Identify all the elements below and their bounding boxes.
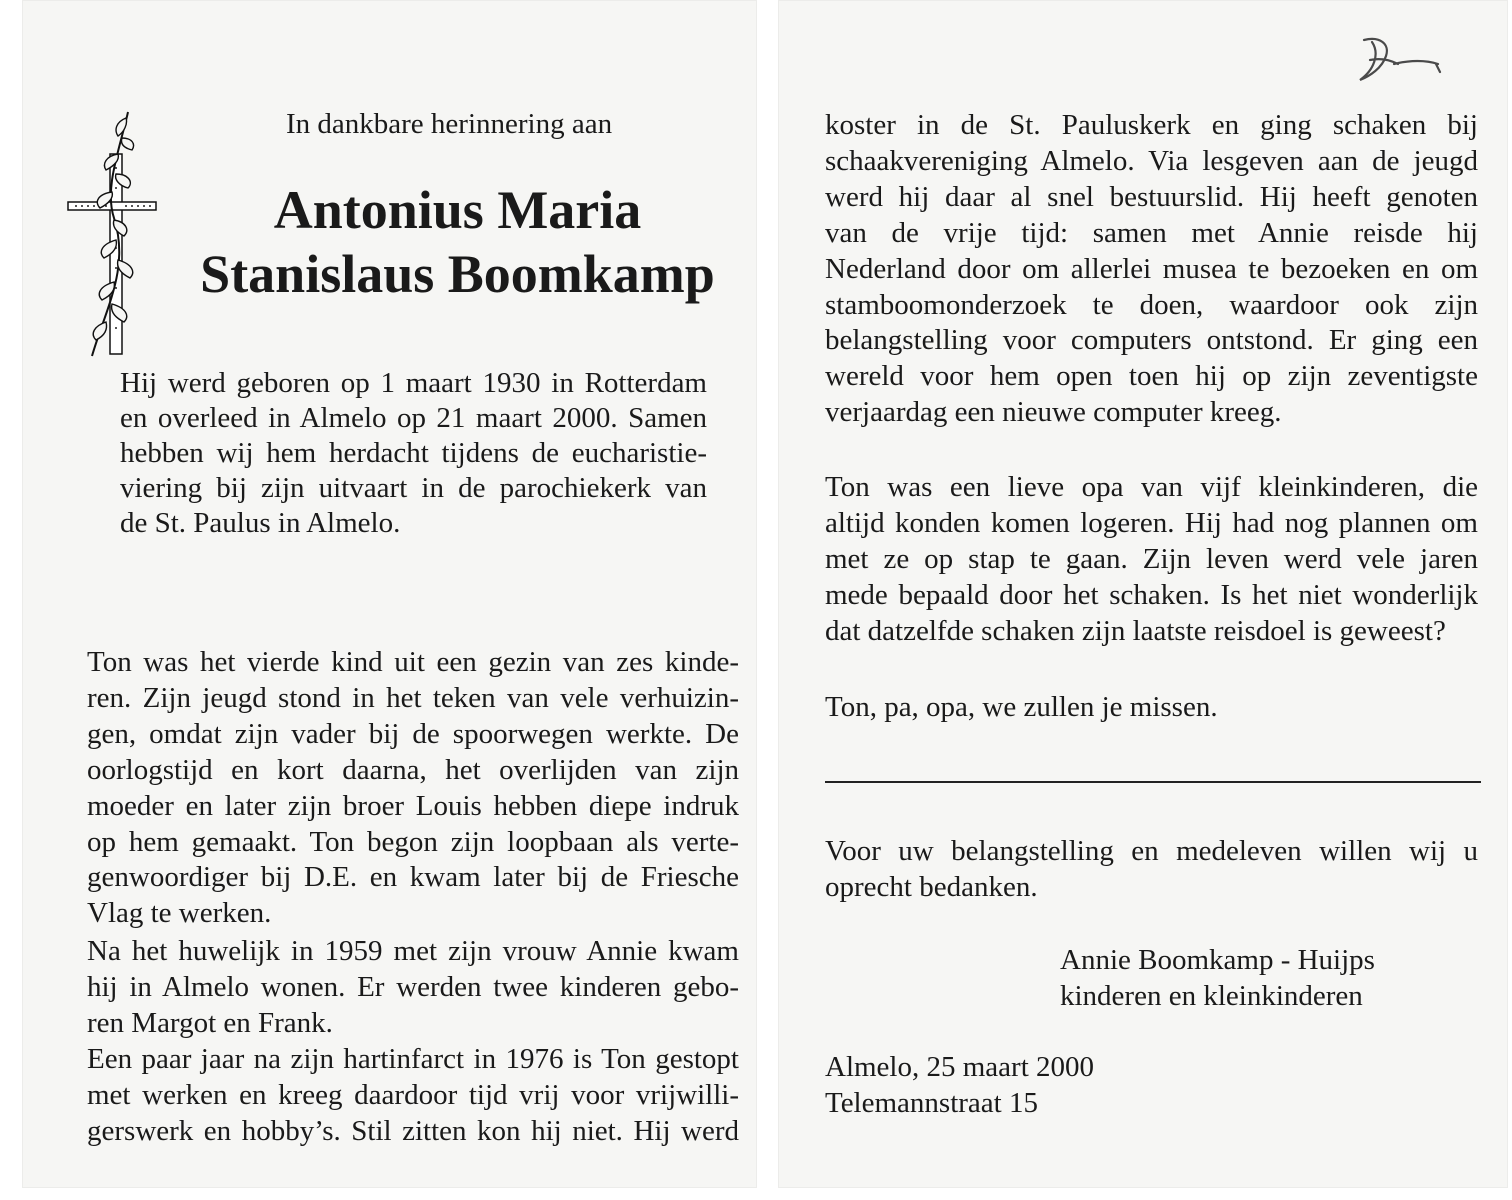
thanks-paragraph: [825, 834, 1478, 906]
text-line: gen, omdat zijn vader bij de spoorwegen werkte. De: [87, 717, 739, 750]
text-line: wereld voor hem open toen hij op zijn zeventigste: [825, 360, 1478, 393]
text-line: ren Margot en Frank.: [87, 1006, 333, 1039]
place-date: Almelo, 25 maart 2000: [825, 1051, 1095, 1083]
deceased-name-line-2: Stanislaus Boomkamp: [200, 244, 715, 304]
text-line: werd hij daar al snel bestuurslid. Hij heeft genoten: [825, 180, 1478, 213]
text-line: van de vrije tijd: samen met Annie reisde hij: [825, 216, 1478, 249]
text-line: Na het huwelijk in 1959 met zijn vrouw Annie kwam: [87, 935, 739, 967]
text-line: hij in Almelo wonen. Er werden twee kinderen gebo-: [87, 970, 739, 1003]
deceased-name: [160, 178, 755, 306]
text-line: oorlogstijd en kort daarna, het overlijden van zijn: [87, 753, 739, 786]
text-line: met werken en kreeg daardoor tijd vrij voor vrijwilli-: [87, 1078, 739, 1111]
divider-line: [825, 781, 1481, 783]
text-line: verjaardag een nieuwe computer kreeg.: [825, 396, 1282, 429]
signature-block: [1060, 942, 1375, 1014]
text-line: oprecht bedanken.: [825, 870, 1038, 903]
text-line: de St. Paulus in Almelo.: [120, 507, 401, 539]
text-line: Hij werd geboren op 1 maart 1930 in Rotterdam: [120, 367, 707, 399]
life-paragraph-hobbies: [825, 108, 1478, 431]
place-date-block: [825, 1049, 1094, 1121]
text-line: moeder en later zijn broer Louis hebben diepe indruk: [87, 789, 739, 822]
birth-death-paragraph: [120, 366, 707, 541]
text-line: hebben wij hem herdacht tijdens de eucharistie-: [120, 437, 707, 469]
text-line: met ze op stap te gaan. Zijn leven werd vele jaren: [825, 542, 1478, 575]
life-paragraph-grandchildren: [825, 470, 1478, 650]
text-line: genwoordiger bij D.E. en kwam later bij de Friesche: [87, 861, 739, 894]
text-line: koster in de St. Pauluskerk en ging schaken bij: [825, 109, 1478, 141]
cross-with-palm-branch-icon: [66, 108, 162, 360]
text-line: mede bepaald door het schaken. Is het niet wonderlijk: [825, 578, 1478, 611]
text-line: ren. Zijn jeugd stond in het teken van vele verhuizin-: [87, 681, 739, 714]
text-line: Ton was een lieve opa van vijf kleinkinderen, die: [825, 471, 1478, 503]
signature-line-2: kinderen en kleinkinderen: [1060, 980, 1363, 1012]
text-line: altijd konden komen logeren. Hij had nog plannen om: [825, 506, 1478, 539]
text-line: Voor uw belangstelling en medeleven willen wij u: [825, 835, 1478, 867]
life-paragraph-retirement: [87, 1042, 739, 1150]
text-line: en overleed in Almelo op 21 maart 2000. Samen: [120, 402, 707, 434]
handwritten-initial-text: D: [1350, 30, 1351, 31]
text-line: op hem gemaakt. Ton begon zijn loopbaan als verte-: [87, 825, 739, 858]
text-line: stamboomonderzoek te doen, waardoor ook zijn: [825, 288, 1478, 321]
text-line: dat datzelfde schaken zijn laatste reisdoel is geweest?: [825, 614, 1446, 647]
dedication-intro: In dankbare herinnering aan: [286, 108, 613, 140]
life-paragraph-marriage: [87, 934, 739, 1042]
text-line: gerswerk en hobby’s. Stil zitten kon hij niet. Hij werd: [87, 1114, 739, 1147]
text-line: Nederland door om allerlei musea te bezoeken en om: [825, 252, 1478, 285]
signature-line-1: Annie Boomkamp - Huijps: [1060, 944, 1375, 976]
handwritten-initial-mark: [1350, 30, 1446, 90]
deceased-name-line-1: Antonius Maria: [273, 180, 642, 240]
text-line: belangstelling voor computers ontstond. Er ging een: [825, 324, 1478, 357]
text-line: Vlag te werken.: [87, 897, 272, 930]
text-line: schaakvereniging Almelo. Via lesgeven aan de jeugd: [825, 144, 1478, 177]
text-line: Ton was het vierde kind uit een gezin van zes kinde-: [87, 646, 739, 678]
life-paragraph-childhood: [87, 645, 739, 932]
farewell-line: Ton, pa, opa, we zullen je missen.: [825, 691, 1218, 723]
text-line: viering bij zijn uitvaart in de parochiekerk van: [120, 472, 707, 504]
address: Telemannstraat 15: [825, 1087, 1038, 1119]
text-line: Een paar jaar na zijn hartinfarct in 1976 is Ton gestopt: [87, 1043, 739, 1075]
